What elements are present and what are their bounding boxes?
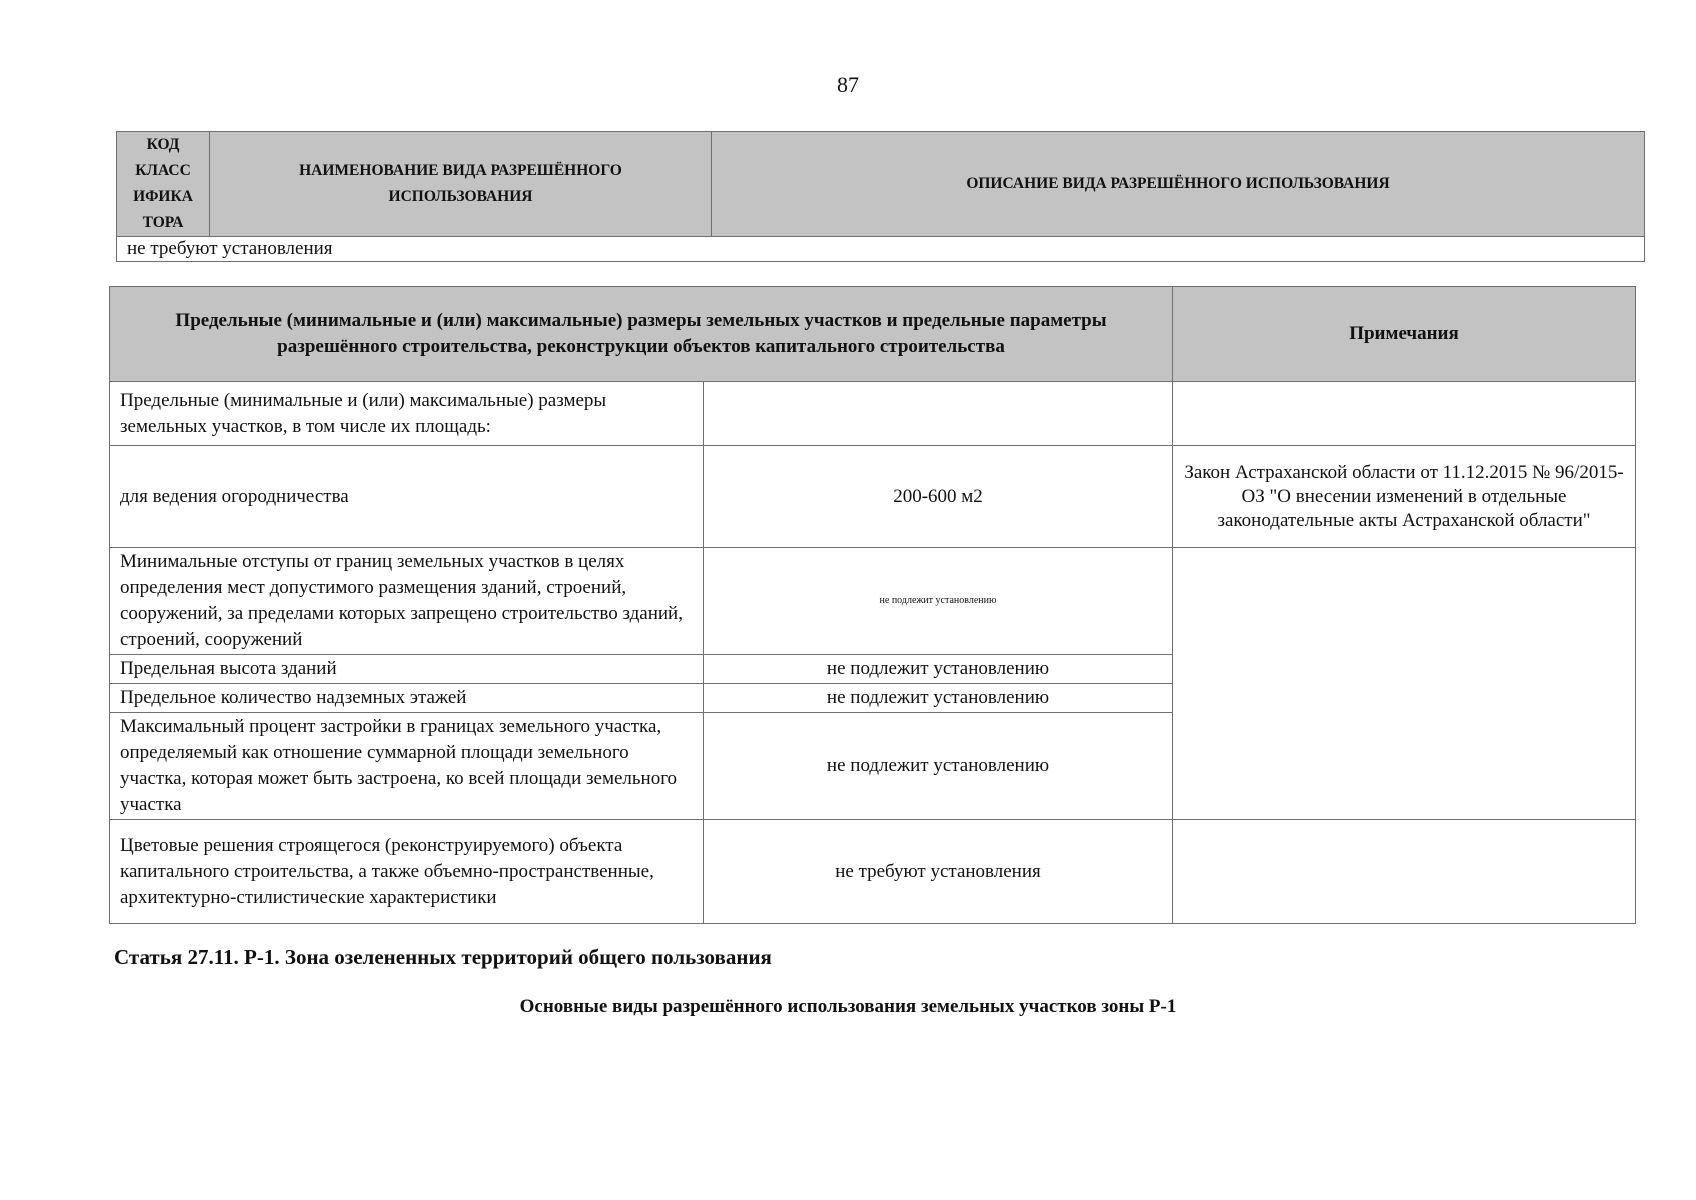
row-label: для ведения огородничества (110, 446, 704, 548)
row-label: Предельная высота зданий (110, 655, 704, 684)
row-note (1173, 820, 1636, 924)
table-row (110, 446, 1636, 548)
row-value (704, 382, 1173, 446)
row-label: Цветовые решения строящегося (реконструируемого) объекта капитального строительства, а также объемно-пространственные, архитектурно-стилистические характеристики (110, 820, 704, 924)
row-value: не требуют установления (704, 820, 1173, 924)
page-number: 87 (837, 72, 859, 97)
section-subtitle: Основные виды разрешённого использования земельных участков зоны Р-1 (519, 996, 1177, 1017)
row-value: не подлежит установлению (704, 548, 1173, 655)
row-label: Максимальный процент застройки в границах земельного участка, определяемый как отношение суммарной площади земельного участка, которая может быть застроена, ко всей площади земельного участка (110, 713, 704, 820)
row-note (1173, 382, 1636, 446)
classifier-row (117, 237, 1645, 262)
row-note (1173, 548, 1636, 820)
row-label: Минимальные отступы от границ земельных участков в целях определения мест допустимого размещения зданий, строений, сооружений, за пределами которых запрещено строительство зданий, строений, сооружений (110, 548, 704, 655)
notes-header: Примечания (1173, 287, 1636, 382)
table-row (110, 382, 1636, 446)
article-title: Статья 27.11. Р-1. Зона озелененных территорий общего пользования (114, 945, 772, 969)
row-note: Закон Астраханской области от 11.12.2015 № 96/2015-ОЗ "О внесении изменений в отдельные законодательные акты Астраханской области" (1173, 446, 1636, 548)
row-value: не подлежит установлению (704, 655, 1173, 684)
limits-header: Предельные (минимальные и (или) максимальные) размеры земельных участков и предельные параметры разрешённого строительства, реконструкции объектов капитального строительства (110, 287, 1173, 382)
row-label: Предельное количество надземных этажей (110, 684, 704, 713)
row-label: Предельные (минимальные и (или) максимальные) размеры земельных участков, в том числе их площадь: (110, 382, 704, 446)
classifier-row-text: не требуют установления (117, 237, 1645, 262)
row-value: не подлежит установлению (704, 684, 1173, 713)
table-row (110, 820, 1636, 924)
parameters-table (109, 286, 1636, 924)
table-row (110, 548, 1636, 655)
code-header: КОД КЛАСС ИФИКА ТОРА (117, 132, 210, 237)
classifier-header-row (117, 132, 1645, 237)
description-header: ОПИСАНИЕ ВИДА РАЗРЕШЁННОГО ИСПОЛЬЗОВАНИЯ (712, 132, 1645, 237)
row-value: не подлежит установлению (704, 713, 1173, 820)
name-header: НАИМЕНОВАНИЕ ВИДА РАЗРЕШЁННОГО ИСПОЛЬЗОВАНИЯ (210, 132, 712, 237)
classifier-table (116, 131, 1645, 262)
row-value: 200-600 м2 (704, 446, 1173, 548)
parameters-header-row (110, 287, 1636, 382)
